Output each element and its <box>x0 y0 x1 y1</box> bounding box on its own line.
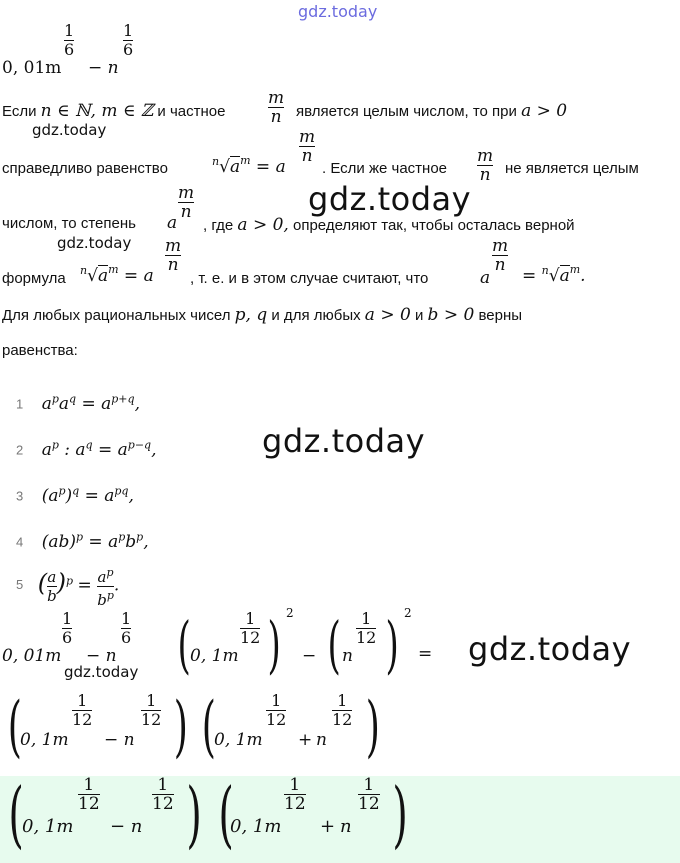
exponent-fraction-12: 1 12 <box>332 691 353 729</box>
right-paren: ) <box>392 772 408 856</box>
root-expression: $^n√a^m = a$ <box>80 263 154 286</box>
exponent-fraction: 1 6 <box>123 21 134 59</box>
exponent-fraction-12: 1 12 <box>152 775 174 814</box>
rule-line-4-mid: , т. е. и в этом случае считают, что <box>190 270 429 287</box>
exponent-fraction-12: 1 12 <box>78 775 100 814</box>
answer-minus-n: − n <box>110 816 143 837</box>
watermark-big: gdz.today <box>308 180 472 218</box>
left-paren: ( <box>218 772 234 856</box>
exponent-m-n: m n <box>299 127 316 166</box>
term-inner: 0, 1m <box>214 730 263 750</box>
exponent-fraction-12: 1 12 <box>72 691 93 729</box>
plus-sign: + <box>298 730 313 750</box>
watermark-small: gdz.today <box>64 663 139 681</box>
left-paren: ( <box>177 608 191 681</box>
var-a: a <box>480 268 491 288</box>
rule-line-6: равенства: <box>2 342 78 359</box>
exponent-fraction-12: 1 12 <box>266 691 287 729</box>
property-item: 1 $a^pa^q = a^{p+q}$, <box>16 392 140 414</box>
minus-n: − n <box>104 730 135 750</box>
left-paren: ( <box>201 688 216 765</box>
answer-term-inner: 0, 1m <box>22 816 74 837</box>
property-item: 5 ( $\frac{a}{b}$ )$^p$ = $\frac{a^p}{b^p}$ . <box>16 566 120 609</box>
rule-line-1-end: является целым числом, то при a > 0 <box>296 101 568 121</box>
exponent-fraction-12: 1 12 <box>240 609 261 647</box>
solution-minus-n: − n <box>86 646 117 666</box>
term-inner: 0, 1m <box>20 730 69 750</box>
answer-term-inner: 0, 1m <box>230 816 282 837</box>
square-exponent: 2 <box>286 606 294 620</box>
fraction-m-n: m n <box>268 88 285 127</box>
rule-line-5: Для любых рациональных чисел p, q и для любых a > 0 и b > 0 верны <box>2 305 523 325</box>
answer-plus: + <box>320 816 336 837</box>
var-n: n <box>342 646 353 666</box>
right-paren: ) <box>385 608 399 681</box>
right-paren: ) <box>173 688 188 765</box>
exponent-fraction-12: 1 12 <box>356 609 377 647</box>
exponent-fraction-12: 1 12 <box>358 775 380 814</box>
rule-line-4: формула <box>2 270 66 287</box>
exponent-fraction-12: 1 12 <box>284 775 306 814</box>
answer-var-n: n <box>340 816 352 837</box>
left-paren: ( <box>8 772 24 856</box>
square-exponent: 2 <box>404 606 412 620</box>
rule-line-3-mid: , где a > 0, определяют так, чтобы осталась верной <box>203 215 575 235</box>
exponent-fraction: 1 6 <box>64 21 75 59</box>
term-inner: 0, 1m <box>190 646 239 666</box>
property-item: 2 $a^p$ : $a^q = a^{p-q}$, <box>16 438 157 460</box>
equals-sign: = <box>418 644 433 664</box>
watermark-big: gdz.today <box>262 422 426 460</box>
rule-line-2: справедливо равенство <box>2 160 168 177</box>
right-paren: ) <box>186 772 202 856</box>
left-paren: ( <box>7 688 22 765</box>
root-expression: = $^n√a^m$. <box>522 263 586 286</box>
exponent-fraction-12: 1 12 <box>141 691 162 729</box>
lhs-term: 0, 01m <box>2 58 62 78</box>
rule-line-2-mid: . Если же частное <box>322 160 448 177</box>
watermark-small: gdz.today <box>57 234 132 252</box>
var-a: a <box>167 213 178 233</box>
rule-line-3: числом, то степень <box>2 215 136 232</box>
var-n: n <box>316 730 327 750</box>
property-item: 3 $(a^p)^q = a^{pq}$, <box>16 484 134 506</box>
rule-line-1: Если n ∈ ℕ, m ∈ ℤ и частное <box>2 101 226 121</box>
solution-lhs: 0, 01m <box>2 646 62 666</box>
exponent-fraction: 1 6 <box>121 609 132 647</box>
left-paren: ( <box>327 608 341 681</box>
watermark-top: gdz.today <box>298 2 378 21</box>
property-item: 4 $(ab)^p = a^pb^p$, <box>16 530 149 552</box>
right-paren: ) <box>267 608 281 681</box>
exponent-m-n: m n <box>165 236 182 275</box>
exponent-fraction: 1 6 <box>62 609 73 647</box>
exponent-m-n: m n <box>492 236 509 275</box>
minus-sign: − <box>302 646 317 666</box>
rule-line-2-end: не является целым <box>505 160 639 177</box>
watermark-small: gdz.today <box>32 121 107 139</box>
minus-n: − n <box>88 58 119 78</box>
watermark-big: gdz.today <box>468 630 632 668</box>
fraction-m-n: m n <box>477 146 494 185</box>
exponent-m-n: m n <box>178 183 195 222</box>
root-expression: $^n√a^m = a$ <box>212 154 286 177</box>
right-paren: ) <box>365 688 380 765</box>
